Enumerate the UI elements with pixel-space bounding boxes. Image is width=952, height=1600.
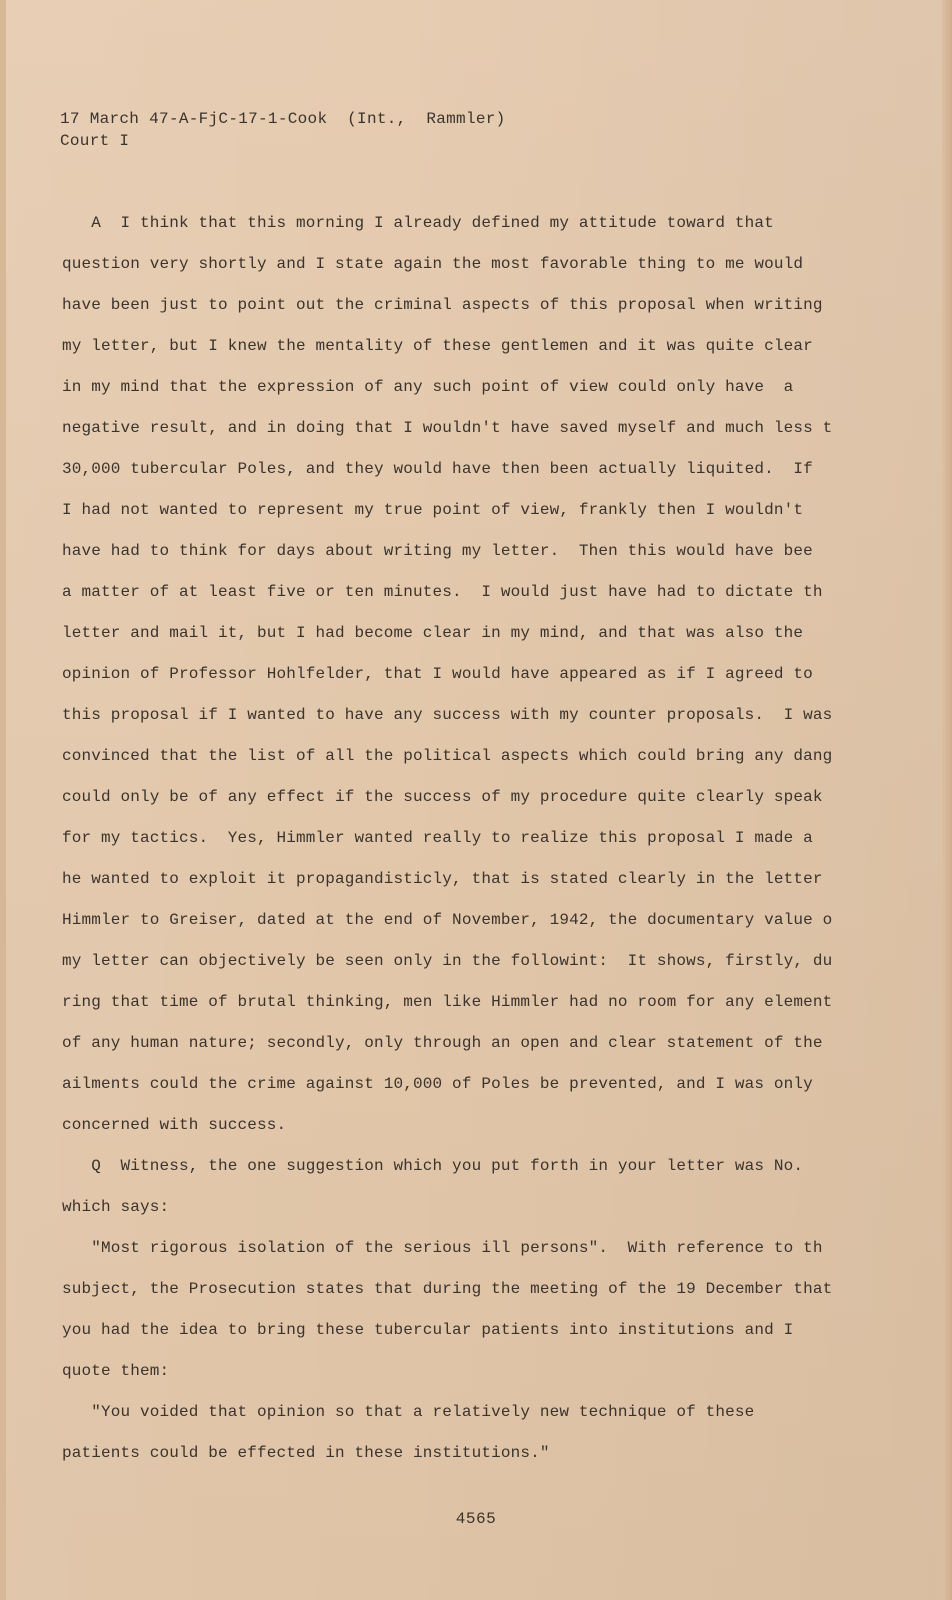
- transcript-line: negative result, and in doing that I wouldn't have saved myself and much less t: [62, 419, 833, 437]
- page-right-edge: [942, 0, 952, 1600]
- transcript-line: concerned with success.: [62, 1116, 287, 1134]
- header-court-line: Court I: [60, 132, 130, 150]
- transcript-line: could only be of any effect if the success of my procedure quite clearly speak: [62, 788, 823, 806]
- transcript-line: for my tactics. Yes, Himmler wanted really to realize this proposal I made a: [62, 829, 813, 847]
- transcript-line: of any human nature; secondly, only through an open and clear statement of the: [62, 1034, 823, 1052]
- transcript-line: I had not wanted to represent my true point of view, frankly then I wouldn't: [62, 501, 804, 519]
- transcript-line: opinion of Professor Hohlfelder, that I would have appeared as if I agreed to: [62, 665, 813, 683]
- transcript-line: have had to think for days about writing my letter. Then this would have bee: [62, 542, 813, 560]
- transcript-line: have been just to point out the criminal aspects of this proposal when writing: [62, 296, 823, 314]
- transcript-line: a matter of at least five or ten minutes. I would just have had to dictate th: [62, 583, 823, 601]
- transcript-line: letter and mail it, but I had become clear in my mind, and that was also the: [62, 624, 804, 642]
- transcript-line: my letter can objectively be seen only in the followint: It shows, firstly, du: [62, 952, 833, 970]
- transcript-line: "Most rigorous isolation of the serious ill persons". With reference to th: [62, 1239, 823, 1257]
- transcript-line: patients could be effected in these institutions.": [62, 1444, 550, 1462]
- transcript-line: this proposal if I wanted to have any success with my counter proposals. I was: [62, 706, 833, 724]
- transcript-line: which says:: [62, 1198, 170, 1216]
- transcript-line: he wanted to exploit it propagandisticly, that is stated clearly in the letter: [62, 870, 823, 888]
- page-number: 4565: [455, 1510, 497, 1528]
- transcript-line: subject, the Prosecution states that during the meeting of the 19 December that: [62, 1280, 833, 1298]
- transcript-line: in my mind that the expression of any such point of view could only have a: [62, 378, 794, 396]
- transcript-body: [62, 203, 872, 1474]
- transcript-line: 30,000 tubercular Poles, and they would have then been actually liquited. If: [62, 460, 813, 478]
- transcript-line: question very shortly and I state again the most favorable thing to me would: [62, 255, 804, 273]
- transcript-line: "You voided that opinion so that a relatively new technique of these: [62, 1403, 755, 1421]
- transcript-line: my letter, but I knew the mentality of these gentlemen and it was quite clear: [62, 337, 813, 355]
- transcript-line: Himmler to Greiser, dated at the end of November, 1942, the documentary value o: [62, 911, 833, 929]
- transcript-line: quote them:: [62, 1362, 170, 1380]
- transcript-line: ring that time of brutal thinking, men like Himmler had no room for any element: [62, 993, 833, 1011]
- page-left-edge: [0, 0, 6, 1600]
- header-session-line: 17 March 47-A-FjC-17-1-Cook (Int., Rammler): [60, 110, 506, 128]
- transcript-line: A I think that this morning I already defined my attitude toward that: [62, 214, 774, 232]
- transcript-line: Q Witness, the one suggestion which you put forth in your letter was No.: [62, 1157, 804, 1175]
- transcript-line: you had the idea to bring these tubercular patients into institutions and I: [62, 1321, 794, 1339]
- transcript-line: ailments could the crime against 10,000 of Poles be prevented, and I was only: [62, 1075, 813, 1093]
- transcript-line: convinced that the list of all the political aspects which could bring any dang: [62, 747, 833, 765]
- document-header: [60, 108, 660, 152]
